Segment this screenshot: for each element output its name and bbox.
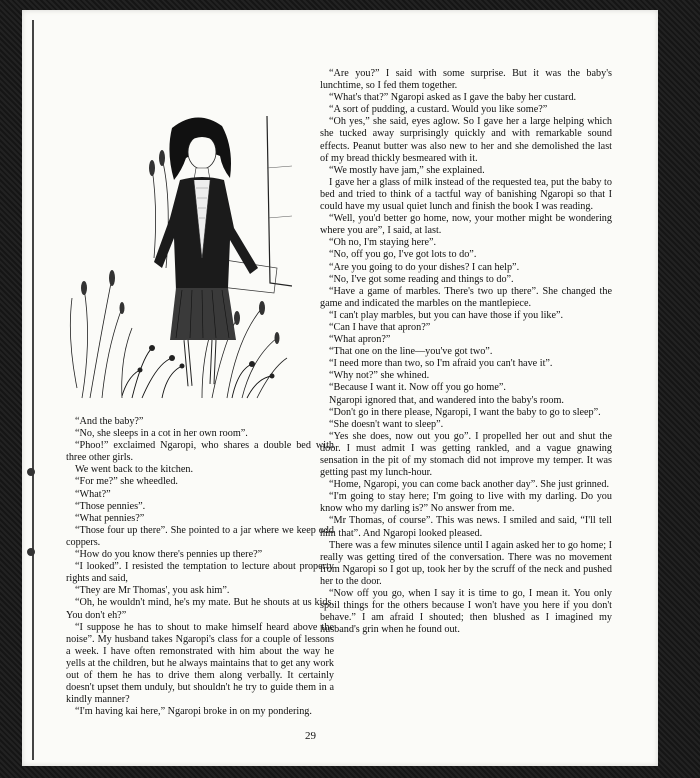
paragraph: “Home, Ngaropi, you can come back another day”. She just grinned. bbox=[329, 479, 610, 491]
paragraph: I gave her a glass of milk instead of the requested tea, put the baby to bed and tried to think of a tactful way of banishing Ngaropi so that I could have my usual quiet lunch and finish the book I was reading. bbox=[320, 176, 612, 213]
paragraph: “Well, you'd better go home, now, your mother might be wondering where you are”, I said, at last. bbox=[320, 213, 612, 237]
right-text-column bbox=[320, 68, 612, 636]
paragraph: “I need more than two, so I'm afraid you can't have it”. bbox=[329, 358, 553, 370]
left-text-column bbox=[66, 416, 334, 718]
paragraph: There was a few minutes silence until I again asked her to go home; I really was getting tired of the conversation. There was no movement from Ngaropi so I got up, took her by the scruff of the neck and pushed her to the door. bbox=[320, 539, 612, 587]
paragraph: “I looked”. I resisted the temptation to lecture about property rights and said, bbox=[66, 561, 334, 585]
page-gutter bbox=[32, 20, 34, 760]
binding-hole bbox=[27, 548, 35, 556]
paragraph: We went back to the kitchen. bbox=[75, 464, 193, 476]
paragraph: “Because I want it. Now off you go home”. bbox=[329, 382, 506, 394]
paragraph: “Those pennies”. bbox=[75, 500, 146, 512]
paragraph: “Phoo!” exclaimed Ngaropi, who shares a double bed with three other girls. bbox=[66, 440, 334, 464]
paragraph: “Oh no, I'm staying here”. bbox=[329, 237, 437, 249]
paragraph: “No, I've got some reading and things to do”. bbox=[329, 273, 514, 285]
paragraph: “For me?” she wheedled. bbox=[75, 476, 178, 488]
paragraph: “We mostly have jam,” she explained. bbox=[329, 164, 485, 176]
paragraph: “What apron?” bbox=[329, 334, 391, 346]
paragraph: “They are Mr Thomas', you ask him”. bbox=[75, 585, 230, 597]
paragraph: “Why not?” she whined. bbox=[329, 370, 430, 382]
paragraph: “No, off you go, I've got lots to do”. bbox=[329, 249, 477, 261]
paragraph: “Have a game of marbles. There's two up there”. She changed the game and indicated the marbles on the mantlepiece. bbox=[320, 285, 612, 309]
paragraph: “No, she sleeps in a cot in her own room”. bbox=[75, 428, 248, 440]
paragraph: “Can I have that apron?” bbox=[329, 321, 431, 333]
paragraph: “I'm having kai here,” Ngaropi broke in on my pondering. bbox=[75, 706, 312, 718]
paragraph: “She doesn't want to sleep”. bbox=[329, 418, 444, 430]
paragraph: “What's that?” Ngaropi asked as I gave the baby her custard. bbox=[329, 92, 577, 104]
paragraph: “Oh yes,” she said, eyes aglow. So I gave her a large helping which she tucked away surprisingly quickly and with remarkable sound effects. Peanut butter was also new to her and she demolished the last of my bread thickly besmeared with it. bbox=[320, 116, 612, 164]
paragraph: “Oh, he wouldn't mind, he's my mate. But he shouts at us kids. You don't eh?” bbox=[66, 597, 334, 621]
paragraph: “That one on the line—you've got two”. bbox=[329, 346, 493, 358]
paragraph: Ngaropi ignored that, and wandered into the baby's room. bbox=[329, 394, 564, 406]
paragraph: “I can't play marbles, but you can have those if you like”. bbox=[329, 309, 564, 321]
paragraph: “Are you?” I said with some surprise. But it was the baby's lunchtime, so I fed them together. bbox=[320, 68, 612, 92]
paragraph: “And the baby?” bbox=[75, 416, 144, 427]
paragraph: “Those four up there”. She pointed to a jar where we keep odd coppers. bbox=[66, 524, 334, 548]
paragraph: “I'm going to stay here; I'm going to live with my darling. Do you know who my darling is?” No answer from me. bbox=[320, 491, 612, 515]
paragraph: “I suppose he has to shout to make himself heard above the noise”. My husband takes Ngaropi's class for a couple of lessons a week. I have often remonstrated with him about the way he yells at the children, but he always maintains that to get any work out of them he has to drive them along verbally. It certainly doesn't upset them unduly, but shouldn't he try to guide them in a kindly manner? bbox=[66, 621, 334, 706]
paragraph: “Mr Thomas, of course”. This was news. I smiled and said, “I'll tell him that”. And Ngaropi looked pleased. bbox=[320, 515, 612, 539]
paragraph: “How do you know there's pennies up there?” bbox=[75, 549, 263, 561]
girl-illustration bbox=[62, 108, 292, 400]
page-number: 29 bbox=[305, 730, 316, 742]
binding-hole bbox=[27, 468, 35, 476]
paragraph: “A sort of pudding, a custard. Would you like some?” bbox=[329, 104, 548, 116]
paragraph: “What?” bbox=[75, 488, 111, 500]
paragraph: “Are you going to do your dishes? I can help”. bbox=[329, 261, 520, 273]
paragraph: “Yes she does, now out you go”. I propelled her out and shut the door. I must admit I was getting rankled, and a vague gnawing sensation in the pit of my stomach did not improve my temper. It was getting past my lunch-hour. bbox=[320, 430, 612, 479]
paragraph: “Don't go in there please, Ngaropi, I want the baby to go to sleep”. bbox=[329, 406, 601, 418]
paragraph: “Now off you go, when I say it is time to go, I mean it. You only spoil things for the others because I won't have you here if you don't behave.” I am afraid I shouted; then blushed as I imagined my husband's grin when he found out. bbox=[320, 588, 612, 636]
paragraph: “What pennies?” bbox=[75, 512, 145, 524]
